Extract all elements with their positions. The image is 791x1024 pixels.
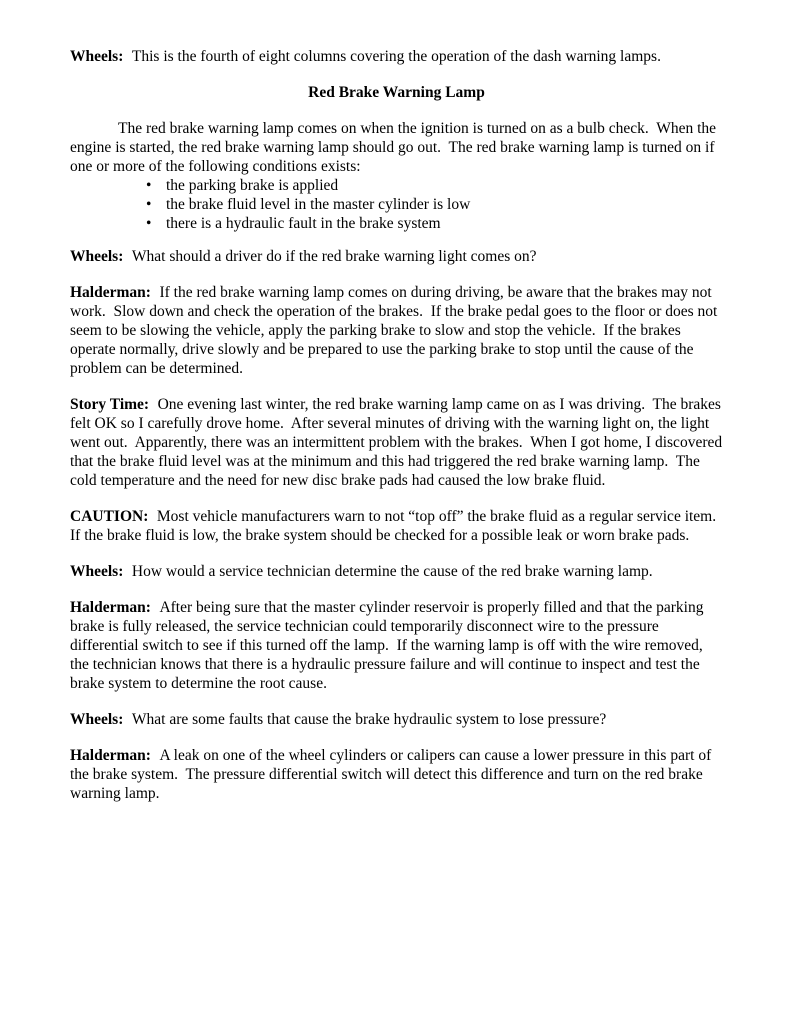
answer-2: [70, 598, 723, 693]
caution-block: [70, 507, 723, 545]
list-item-fluid-level: • the brake fluid level in the master cylinder is low: [70, 195, 723, 214]
list-item-parking-brake: • the parking brake is applied: [70, 176, 723, 195]
speaker-label-halderman: Halderman:: [70, 747, 151, 764]
list-item-hydraulic-fault: • there is a hydraulic fault in the brake system: [70, 214, 723, 233]
answer-1-text: If the red brake warning lamp comes on during driving, be aware that the brakes may not work. Slow down and check the operation of the brakes. If the brake pedal goes to the floor or does not seem to be slowing the vehicle, apply the parking brake to slow and stop the vehicle. If the brakes operate normally, drive slowly and be prepared to use the parking brake to stop until the cause of the problem can be determined.: [70, 284, 722, 377]
answer-1: [70, 283, 723, 378]
story-time-text: One evening last winter, the red brake warning lamp came on as I was driving. The brakes felt OK so I carefully drove home. After several minutes of driving with the warning light on, the light went out. Apparently, there was an intermittent problem with the brakes. When I got home, I discovered that the brake fluid level was at the minimum and this had triggered the red brake warning lamp. The cold temperature and the need for new disc brake pads had caused the low brake fluid.: [70, 396, 726, 489]
intro-paragraph: [70, 47, 723, 66]
question-1: [70, 247, 723, 266]
question-2: [70, 562, 723, 581]
answer-3-text: A leak on one of the wheel cylinders or calipers can cause a lower pressure in this part of the brake system. The pressure differential switch will detect this difference and turn on the red brake warning lamp.: [70, 747, 716, 802]
speaker-label-wheels: Wheels:: [70, 48, 124, 65]
speaker-label-halderman: Halderman:: [70, 284, 151, 301]
story-time-block: [70, 395, 726, 490]
question-3-text: What are some faults that cause the brake hydraulic system to lose pressure?: [131, 711, 607, 728]
speaker-label-wheels: Wheels:: [70, 711, 124, 728]
intro-text: This is the fourth of eight columns covering the operation of the dash warning lamps.: [131, 48, 661, 65]
question-1-text: What should a driver do if the red brake warning light comes on?: [131, 248, 537, 265]
question-2-text: How would a service technician determine the cause of the red brake warning lamp.: [131, 563, 653, 580]
caution-text: Most vehicle manufacturers warn to not “top off” the brake fluid as a regular service item. If the brake fluid is low, the brake system should be checked for a possible leak or worn brake pads.: [70, 508, 724, 544]
speaker-label-wheels: Wheels:: [70, 248, 124, 265]
lead-paragraph: [70, 119, 723, 176]
caution-label: CAUTION:: [70, 508, 149, 525]
conditions-list: [70, 176, 723, 233]
speaker-label-halderman: Halderman:: [70, 599, 151, 616]
speaker-label-wheels: Wheels:: [70, 563, 124, 580]
question-3: [70, 710, 723, 729]
story-time-label: Story Time:: [70, 396, 150, 413]
answer-3: [70, 746, 723, 803]
page-title: Red Brake Warning Lamp: [308, 84, 485, 101]
answer-2-text: After being sure that the master cylinder reservoir is properly filled and that the parking brake is fully released, the service technician could temporarily disconnect wire to the pressure differential switch to see if this turned off the lamp. If the warning lamp is off with the wire removed, the technician knows that there is a hydraulic pressure failure and will continue to inspect and test the brake system to determine the root cause.: [70, 599, 708, 692]
lead-text: The red brake warning lamp comes on when the ignition is turned on as a bulb check. When the engine is started, the red brake warning lamp should go out. The red brake warning lamp is turned on if one or more of the following conditions exists:: [70, 120, 720, 175]
